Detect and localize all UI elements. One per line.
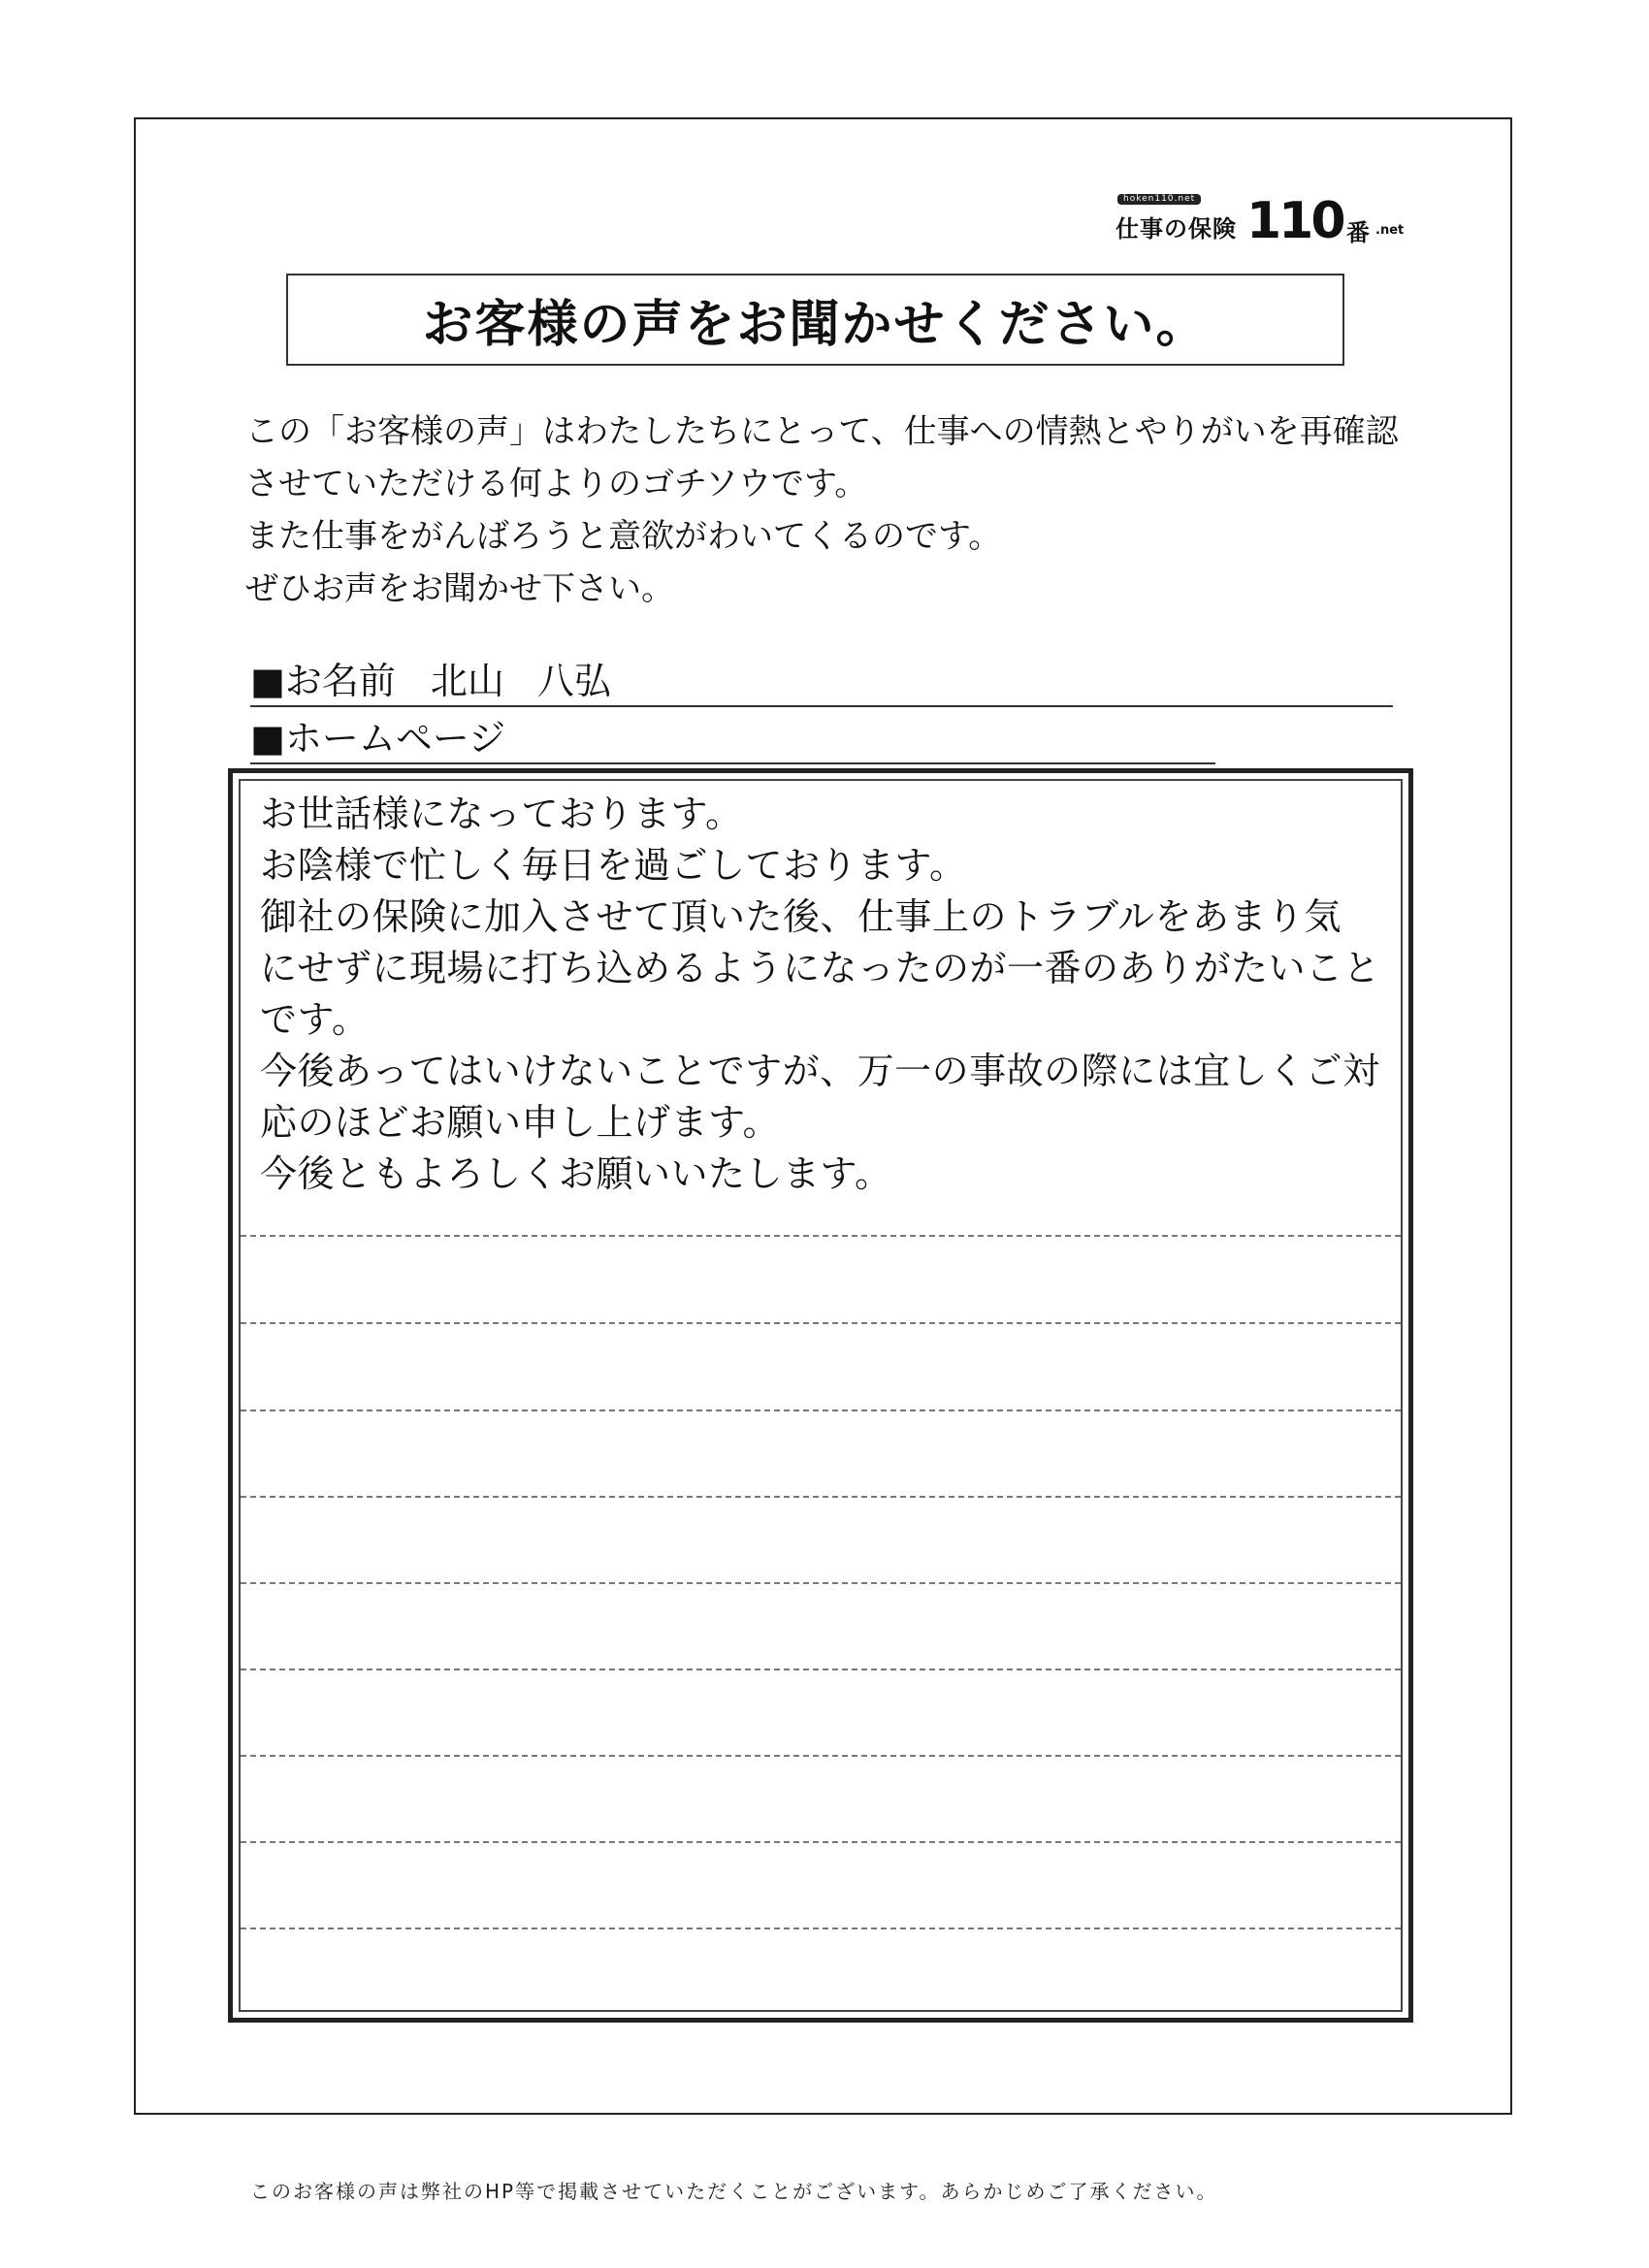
message-line: 応のほどお願い申し上げます。	[260, 1101, 780, 1144]
page-title: お客様の声をお聞かせください。	[422, 296, 1209, 354]
message-line: お世話様になっております。	[260, 793, 743, 835]
homepage-label: ■ホームページ	[250, 717, 506, 760]
ruled-line	[241, 1322, 1401, 1324]
ruled-line	[241, 1235, 1401, 1237]
name-label: ■お名前	[250, 660, 396, 702]
message-line: 今後ともよろしくお願いいたします。	[260, 1152, 892, 1195]
ruled-line	[241, 1928, 1401, 1929]
logo-text: 仕事の保険	[1116, 215, 1237, 243]
name-value-given: 八弘	[536, 660, 611, 702]
logo-number: 110	[1246, 192, 1343, 250]
message-line: 今後あってはいけないことですが、万一の事故の際には宜しくご対	[260, 1050, 1380, 1092]
message-line: にせずに現場に打ち込めるようになったのが一番のありがたいこと	[260, 947, 1381, 989]
message-line: お陰様で忙しく毎日を過ごしております。	[260, 844, 967, 887]
message-box	[228, 768, 1413, 2023]
message-line: 御社の保険に加入させて頂いた後、仕事上のトラブルをあまり気	[260, 895, 1342, 938]
intro-line: させていただける何よりのゴチソウです。	[245, 465, 868, 503]
logo-dotnet: .net	[1375, 223, 1405, 238]
message-box-inner	[239, 779, 1403, 2012]
ruled-line	[241, 1669, 1401, 1670]
ruled-line	[241, 1496, 1401, 1498]
logo-suffix: 番	[1346, 219, 1370, 246]
intro-line: ぜひお声をお聞かせ下さい。	[245, 569, 674, 608]
ruled-line	[241, 1841, 1401, 1843]
ruled-line	[241, 1755, 1401, 1757]
message-line: です。	[260, 998, 370, 1041]
company-logo	[1116, 192, 1416, 250]
title-box	[286, 274, 1344, 366]
intro-line: また仕事をがんばろうと意欲がわいてくるのです。	[245, 517, 1002, 556]
name-value-family: 北山	[430, 660, 504, 702]
ruled-line	[241, 1582, 1401, 1584]
intro-paragraph	[245, 405, 1409, 615]
logo-url-tag: hoken110.net	[1117, 194, 1201, 205]
footer-notice: このお客様の声は弊社のHP等で掲載させていただくことがございます。あらかじめご了承ください。	[250, 2180, 1218, 2203]
homepage-field	[250, 714, 1215, 764]
message-text	[260, 789, 1380, 1200]
ruled-line	[241, 1409, 1401, 1411]
name-field	[250, 657, 1393, 707]
intro-line: この「お客様の声」はわたしたちにとって、仕事への情熱とやりがいを再確認	[245, 412, 1399, 451]
